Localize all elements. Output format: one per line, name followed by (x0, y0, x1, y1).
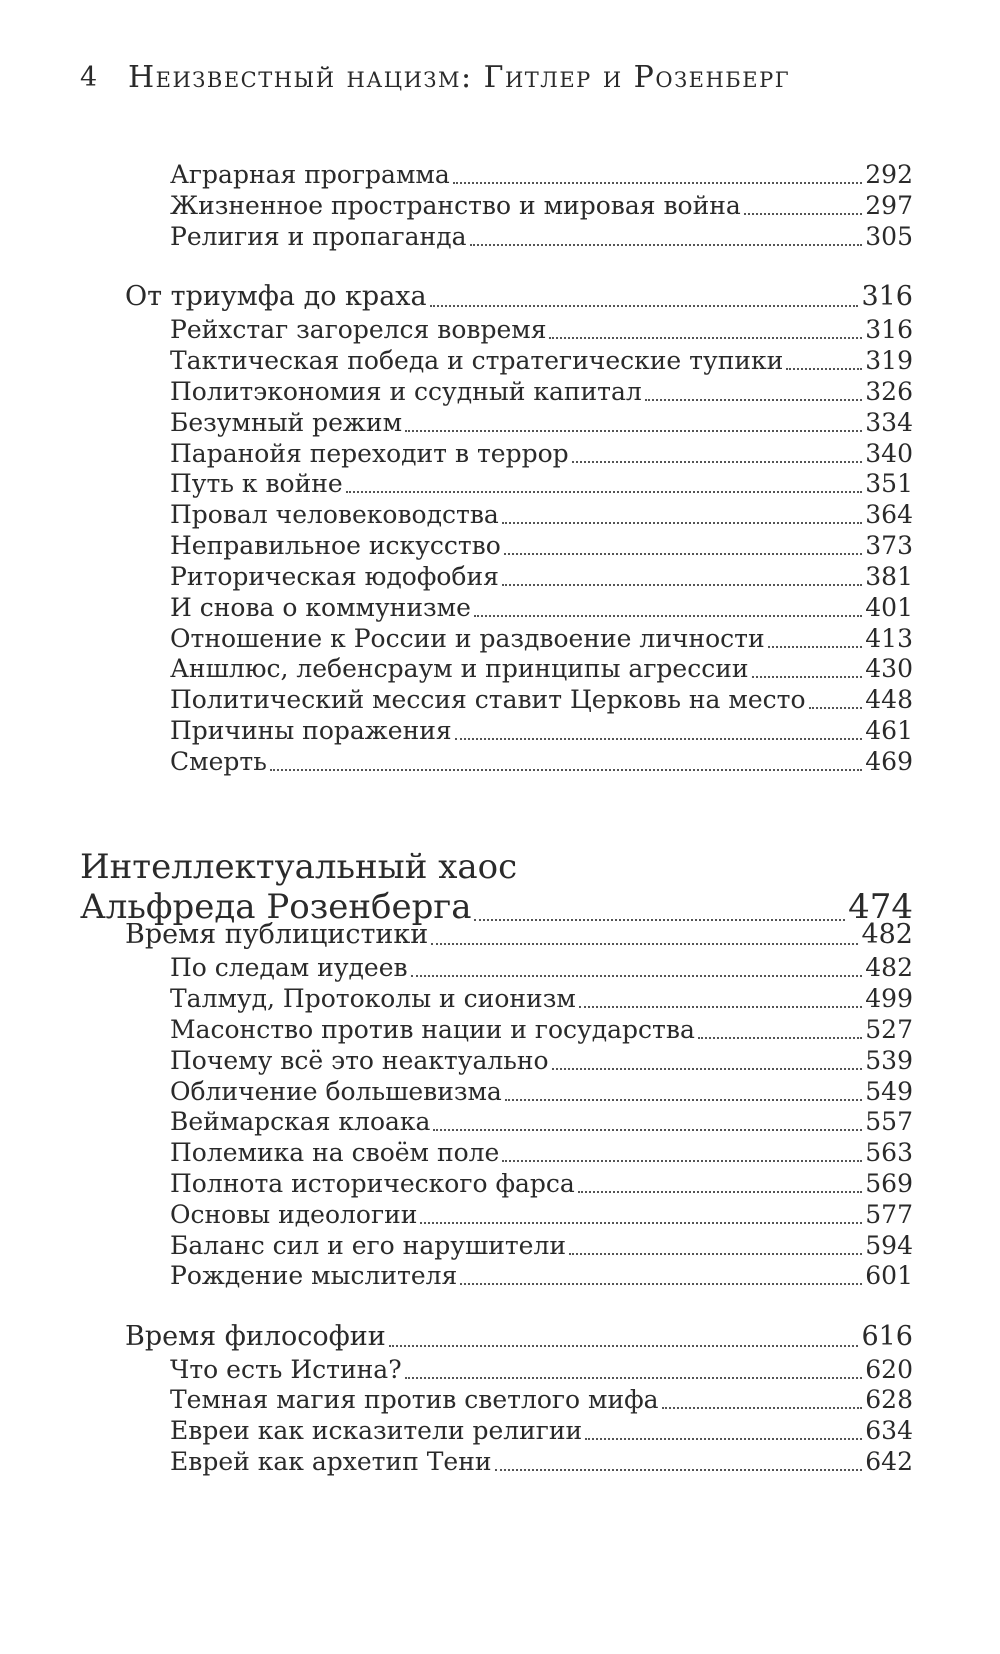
toc-entry-title: Рейхстаг загорелся вовремя (170, 315, 547, 344)
toc-section-page: 616 (861, 1321, 913, 1352)
toc-section-title: Время философии (125, 1321, 386, 1352)
toc-entry-page: 628 (865, 1385, 913, 1414)
toc-entry-title: Еврей как архетип Тени (170, 1447, 492, 1476)
toc-entry-title: Баланс сил и его нарушители (170, 1231, 567, 1260)
toc-entry (170, 737, 913, 777)
toc-section-title: От триумфа до краха (125, 281, 427, 312)
toc-entry-title: Риторическая юдофобия (170, 562, 499, 591)
dot-leader (460, 1283, 862, 1285)
toc-entry-title: Почему всё это неактуально (170, 1046, 549, 1075)
toc-entry-page: 527 (865, 1015, 913, 1044)
toc-entry-page: 305 (865, 222, 913, 251)
toc-entry-title: Масонство против нации и государства (170, 1015, 695, 1044)
toc-entry-title: Обличение большевизма (170, 1077, 502, 1106)
toc-entry-title: Талмуд, Протоколы и сионизм (170, 984, 576, 1013)
toc-entry-page: 601 (865, 1261, 913, 1290)
toc-entry-page: 549 (865, 1077, 913, 1106)
toc-entry-page: 557 (865, 1107, 913, 1136)
toc-entry-page: 448 (865, 685, 913, 714)
toc-entry (170, 1437, 913, 1477)
toc-entry-page: 340 (865, 439, 913, 468)
toc-entry (170, 212, 913, 252)
toc-entry-page: 334 (865, 408, 913, 437)
toc-entry-title: Путь к войне (170, 469, 343, 498)
toc-entry-title: Аншлюс, лебенсраум и принципы агрессии (170, 654, 749, 683)
toc-entry-title: Полемика на своём поле (170, 1138, 500, 1167)
toc-section-page: 316 (861, 281, 913, 312)
toc-entry-page: 292 (865, 160, 913, 189)
toc-entry-page: 381 (865, 562, 913, 591)
toc-entry-page: 461 (865, 716, 913, 745)
toc-entry-page: 563 (865, 1138, 913, 1167)
toc-entry-page: 469 (865, 747, 913, 776)
toc-entry-page: 642 (865, 1447, 913, 1476)
toc-entry-title: Жизненное пространство и мировая война (170, 191, 741, 220)
toc-entry-page: 351 (865, 469, 913, 498)
toc-entry-title: Провал человеководства (170, 500, 499, 529)
toc-entry-page: 401 (865, 593, 913, 622)
toc-entry-title: Отношение к России и раздвоение личности (170, 624, 765, 653)
toc-part-page: 474 (848, 887, 913, 927)
toc-entry-page: 364 (865, 500, 913, 529)
dot-leader (270, 769, 862, 771)
toc-entry-page: 634 (865, 1416, 913, 1445)
toc-entry-title: Политический мессия ставит Церковь на место (170, 685, 806, 714)
toc-entry-page: 326 (865, 377, 913, 406)
dot-leader (470, 244, 863, 246)
toc-entry-title: По следам иудеев (170, 953, 408, 982)
toc-entry-page: 620 (865, 1355, 913, 1384)
toc-entry-title: Полнота исторического фарса (170, 1169, 575, 1198)
toc-entry-title: Основы идеологии (170, 1200, 418, 1229)
dot-leader (495, 1469, 863, 1471)
toc-entry-title: Причины поражения (170, 716, 452, 745)
toc-entry-page: 297 (865, 191, 913, 220)
page-number: 4 (80, 62, 98, 93)
toc-entry-title: Политэкономия и ссудный капитал (170, 377, 642, 406)
toc-entry (170, 1251, 913, 1291)
toc-entry-page: 319 (865, 346, 913, 375)
toc-entry-title: Рождение мыслителя (170, 1261, 458, 1290)
toc-entry-title: Безумный режим (170, 408, 403, 437)
toc-section-title: Время публицистики (125, 919, 429, 950)
toc-part-title-line2: Альфреда Розенберга (80, 887, 472, 927)
toc-entry-title: Евреи как исказители религии (170, 1416, 583, 1445)
toc-entry-title: Неправильное искусство (170, 531, 501, 560)
toc-entry-page: 316 (865, 315, 913, 344)
toc-entry-title: Веймарская клоака (170, 1107, 431, 1136)
toc-entry-page: 413 (865, 624, 913, 653)
toc-entry-page: 577 (865, 1200, 913, 1229)
toc-entry-page: 482 (865, 953, 913, 982)
toc-entry-page: 539 (865, 1046, 913, 1075)
toc-entry-title: Религия и пропаганда (170, 222, 467, 251)
toc-entry-title: Темная магия против светлого мифа (170, 1385, 659, 1414)
toc-entry-page: 499 (865, 984, 913, 1013)
toc-entry-title: Аграрная программа (170, 160, 450, 189)
running-title: Неизвестный нацизм: Гитлер и Розенберг (128, 60, 791, 95)
toc-entry-page: 594 (865, 1231, 913, 1260)
toc-part-title-line1: Интеллектуальный хаос (80, 847, 518, 887)
toc-entry-page: 373 (865, 531, 913, 560)
toc-entry-title: Тактическая победа и стратегические тупики (170, 346, 784, 375)
toc-entry-title: И снова о коммунизме (170, 593, 471, 622)
toc-section-page: 482 (861, 919, 913, 950)
toc-entry-title: Смерть (170, 747, 267, 776)
toc-entry-title: Что есть Истина? (170, 1355, 402, 1384)
toc-entry-page: 569 (865, 1169, 913, 1198)
toc-entry-title: Паранойя переходит в террор (170, 439, 569, 468)
toc-entry-page: 430 (865, 654, 913, 683)
